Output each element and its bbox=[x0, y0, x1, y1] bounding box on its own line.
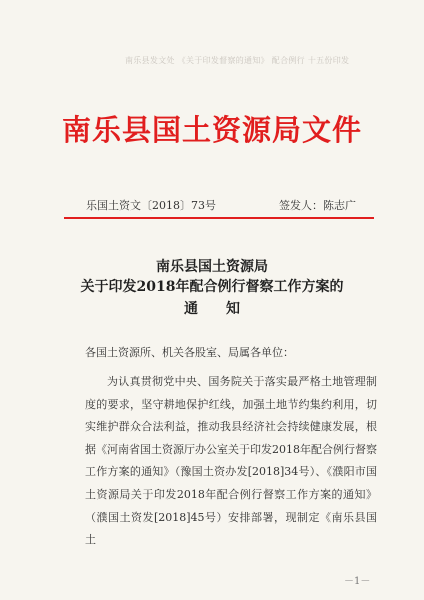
heading-line-2: 关于印发2018年配合例行督察工作方案的 bbox=[80, 279, 344, 295]
salutation: 各国土资源所、机关各股室、局属各单位： bbox=[85, 346, 294, 359]
document-red-title: 南乐县国土资源局文件 bbox=[61, 113, 362, 147]
page-number: －1－ bbox=[344, 576, 371, 587]
signer: 签发人：陈志广 bbox=[279, 199, 356, 212]
heading-line-1: 南乐县国土资源局 bbox=[156, 259, 268, 275]
bleed-through-text: 南乐县发文处 《关于印发督察的通知》 配合例行 十五份印发 bbox=[125, 56, 350, 65]
red-separator-line bbox=[64, 217, 374, 219]
document-number: 乐国土资文〔2018〕73号 bbox=[86, 199, 216, 212]
body-paragraph: 为认真贯彻党中央、国务院关于落实最严格土地管理制度的要求，坚守耕地保护红线，加强土地节约集约利用，切实维护群众合法利益，推动我县经济社会持续健康发展，根据《河南省国土资源厅办公室关于印发2018年配合例行督察工作方案的通知》（豫国土资办发[2018]34号）、《濮阳市国土资源局关于印发2018年配合例行督察工作方案的通知》（濮国土资发[2018]45号）安排部署，现制定《南乐县国土 bbox=[85, 375, 377, 547]
heading-line-3: 通知 bbox=[184, 301, 268, 317]
